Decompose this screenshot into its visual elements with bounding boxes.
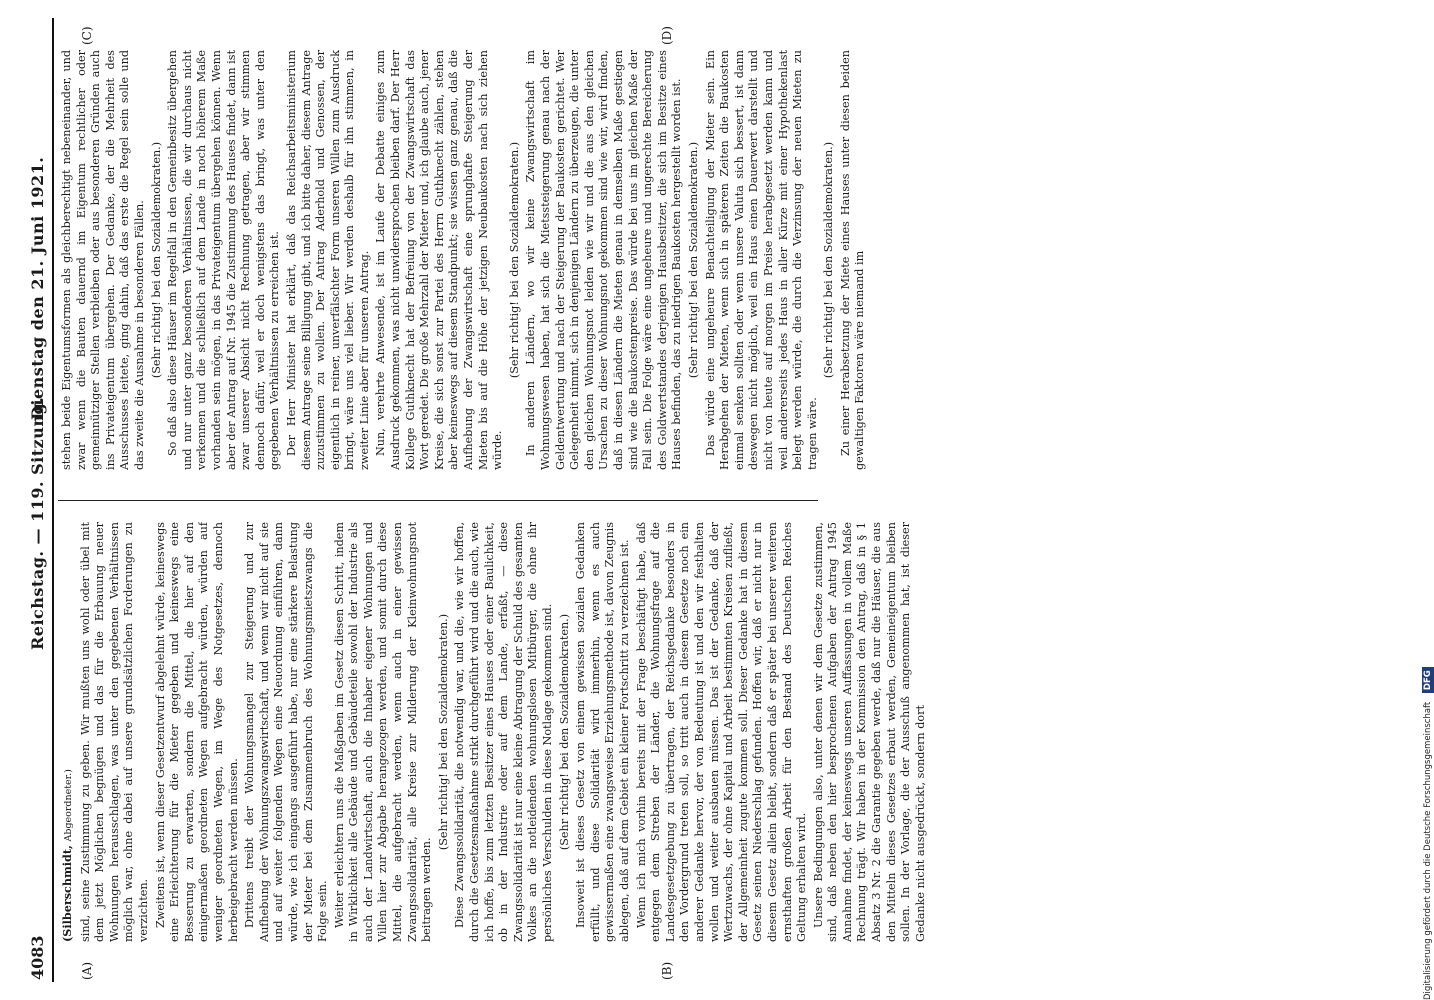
applause-note: (Sehr richtig! bei den Sozialdemokraten.) [686, 141, 700, 379]
paragraph: Weiter erleichtern uns die Maßgaben im Gesetz diesen Schritt, indem in Wirklichkeit alle Gebäude und Gebäudeteile sowohl der Industrie als auch der Landwirtschaft, auch die Inhaber eigener Wohnungen und Villen hier zur Abgabe herangezogen werden, und somit durch diese Mittel, die aufgebracht werden, wenn auch in einer gewissen Zwangssolidarität, alle Kreise zur Milderung der Kleinwohnungsnot beitragen werden. [332, 522, 434, 942]
margin-marker-c: (C) [80, 26, 94, 45]
funding-credit [1422, 0, 1434, 1000]
paragraph: Drittens treibt der Wohnungsmangel zur Steigerung und zur Aufhebung der Wohnungszwangswirtschaft, und wenn wir nicht auf sie und auf weiter folgenden Wegen eine Neuordnung einführen, dann würde, wie ich eingangs ausgeführt habe, nur eine stärkere Belastung der Mieter bei dem Zusammenbruch des Wohnungsmietszwangs die Folge sein. [243, 522, 330, 942]
header-rule [52, 18, 54, 982]
paragraph: Insoweit ist dieses Gesetz von einem gewissen sozialen Gedanken erfüllt, und diese Solidarität wird immerhin, wenn es auch gewissermaßen eine zwangsweise Erziehungsmethode ist, davon Zeugnis ablegen, daß auf dem Gebiet ein kleiner Fortschritt zu verzeichnen ist. [574, 522, 631, 942]
applause-note: (Sehr richtig! bei den Sozialdemokraten.) [822, 141, 836, 379]
funding-credit-strip [1422, 0, 1434, 1000]
paragraph: Diese Zwangssolidarität, die notwendig war, und die, wie wir hoffen, durch die Gesetzesmaßnahme strikt durchgeführt wird und die auch, wie ich hoffe, bis zum letzten Besitzer eines Hauses oder einer Baulichkeit, ob in der Industrie oder auf dem Lande, erfaßt, — diese Zwangssolidarität ist nur eine kleine Abtragung der Schuld des gesamten Volkes an die notleidenden wohnungslosen Mitbürger, die ohne ihr persönliches Verschulden in diese Notlage gekommen sind. [453, 522, 554, 942]
applause-note: (Sehr richtig! bei den Sozialdemokraten.) [436, 613, 450, 851]
paragraph: Nun, verehrte Anwesende, ist im Laufe der Debatte einiges zum Ausdruck gekommen, was nicht unwidersprochen bleiben darf. Der Herr Kollege Guthknecht hat der Befreiung von der Zwangswirtschaft das Wort geredet. Die große Mehrzahl der Mieter und, ich glaube auch, jener Kreise, die sich sonst zur Partei des Herrn Guthknecht zählen, stehen aber keineswegs auf diesem Standpunkt; sie wissen ganz genau, daß die Aufhebung der Zwangswirtschaft eine sprunghafte Steigerung der Mieten bis auf die Höhe der jetzigen Neubaukosten nach sich ziehen würde. [374, 50, 505, 470]
speaker-role: Abgeordneter.) [63, 769, 74, 842]
margin-marker-a: (A) [80, 961, 94, 980]
paragraph: Das würde eine ungeheure Benachteiligung der Mieter sein. Ein Herabgehen der Mieten, wenn sich in späteren Zeiten die Baukosten einmal senken sollten oder wenn unsere Valuta sich bessert, ist dann deswegen nicht möglich, weil ein Haus einen Dauerwert darstellt und nicht von heute auf morgen im Preise herabgesetzt werden kann und weil andererseits jedes Haus in aller Kürze mit einer Hypothekenlast belegt werden würde, die durch die Verzinsung der neuen Mieten zu tragen wäre. [703, 50, 819, 470]
margin-marker-b: (B) [660, 961, 674, 980]
paragraph: Unsere Bedingungen also, unter denen wir dem Gesetze zustimmen, sind, daß neben den hier besprochenen Aufgaben der Antrag 1945 Annahme findet, der keineswegs unseren Auffassungen in vollem Maße Rechnung trägt. Wir haben in der Kommission den Antrag, daß in § 1 Absatz 3 Nr. 2 die Garantie gegeben werde, daß nur die Häuser, die aus den Mitteln dieses Gesetzes erbaut werden, Gemeineigentum bleiben sollen. In der Vorlage, die der Ausschuß angenommen hat, ist dieser Gedanke nicht ausgedrückt, sondern dort [811, 522, 927, 942]
speaker-name: (Silberschmidt, [60, 845, 74, 942]
applause-note: (Sehr richtig! bei den Sozialdemokraten.) [557, 613, 571, 851]
paragraph: So daß also diese Häuser im Regelfall in den Gemeinbesitz übergehen und nur unter ganz besonderen Verhältnissen, die wir durchaus nicht verkennen und die schließlich auf dem Lande in noch höherem Maße vorhanden sein mögen, in das Privateigentum übergehen können. Wenn aber der Antrag auf Nr. 1945 die Zustimmung des Hauses findet, dann ist zwar unserer Absicht nicht Rechnung getragen, aber wir stimmen dennoch dafür, weil er doch wenigstens das bringt, was unter den gegebenen Verhältnissen zu erreichen ist. [166, 50, 282, 470]
speaker-line [60, 522, 77, 942]
credit-text: Digitalisierung gefördert durch die Deutsche Forschungsgemeinschaft [1423, 701, 1433, 1000]
paragraph: stehen beide Eigentumsformen als gleichberechtigt nebeneinander, und zwar wenn die Bauten dauernd im Eigentum rechtlicher oder gemeinnütziger Stellen verbleiben oder aus besonderen Gründen auch ins Privateigentum übergehen. Der Gedanke, der die Mehrheit des Ausschusses leitete, ging dahin, daß das erste die Regel sein solle und das zweite die Ausnahme in besonderen Fällen. [60, 50, 146, 470]
left-column [60, 522, 940, 942]
column-divider [58, 500, 818, 501]
page-header [28, 20, 54, 980]
dfg-logo: DFG [1422, 667, 1434, 693]
paragraph: In anderen Ländern, wo wir keine Zwangswirtschaft im Wohnungswesen haben, hat sich die Mietssteigerung genau nach der Geldentwertung und nach der Steigerung der Baukosten gerichtet. Wer Gelegenheit nimmt, sich in denjenigen Ländern zu überzeugen, die unter den gleichen Wohnungsnot leiden wie wir und die aus den gleichen Ursachen zu dieser Wohnungsnot gekommen sind wie wir, wird finden, daß in diesen Ländern die Mieten genau in demselben Maße gestiegen sind wie die Baukostenpreise. Das würde bei uns im gleichen Maße der Fall sein. Die Folge wäre eine ungeheure und ungerechte Bereicherung des Goldwertstandes derjenigen Hausbesitzer, die sich im Besitze eines Hauses befinden, das zu niedrigen Baukosten hergestellt worden ist. [524, 50, 684, 470]
right-column [60, 50, 940, 470]
paragraph: Zu einer Herabsetzung der Miete eines Hauses unter diesen beiden gewaltigen Faktoren wäre niemand im [838, 50, 867, 470]
paragraph: Wenn ich mich vorhin bereits mit der Frage beschäftigt habe, daß entgegen dem Streben der Länder, die Wohnungsfrage auf die Landesgesetzgebung zu übertragen, der Reichsgedanke besonders in den Vordergrund treten soll, so tritt auch in diesem Gesetze noch ein anderer Gedanke hervor, der von Bedeutung ist und den wir festhalten wollen und weiter ausbauen müssen. Das ist der Gedanke, daß der Wertzuwachs, der ohne Kapital und Arbeit bestimmten Kreisen zufließt, der Allgemeinheit zugute kommen soll. Dieser Gedanke hat in diesem Gesetz seinen Niederschlag gefunden. Hoffen wir, daß er nicht nur in diesem Gesetz allein bleibt, sondern daß er später bei unserer weiteren ernsthaften großen Arbeit für den Bestand des Deutschen Reiches Geltung erhalten wird. [634, 522, 809, 942]
session-title: Reichstag. — 119. Sitzung. [28, 396, 47, 650]
paragraph: Zweitens ist, wenn dieser Gesetzentwurf abgelehnt würde, keineswegs eine Erleichterung für die Mieter gegeben und keineswegs eine Besserung zu erwarten, sondern die Mittel, die hier auf den einigermaßen geordneten Wegen aufgebracht würden, würden auf weniger geordneten Wegen, im Wege des Notgesetzes, dennoch herbeigebracht werden müssen. [153, 522, 240, 942]
paragraph: sind, seine Zustimmung zu geben. Wir mußten uns wohl oder übel mit dem jetzt Möglichen begnügen und das für die Erbauung neuer Wohnungen herausschlagen, was unter den gegebenen Verhältnissen möglich war, ohne dabei auf unsere grundsätzlichen Forderungen zu verzichten. [78, 522, 150, 942]
page-number: 4083 [28, 935, 47, 980]
session-date: Dienstag den 21. Juni 1921. [28, 156, 47, 420]
applause-note: (Sehr richtig! bei den Sozialdemokraten.) [149, 141, 163, 379]
margin-marker-d: (D) [660, 26, 674, 45]
paragraph: Der Herr Minister hat erklärt, daß das Reichsarbeitsministerium diesem Antrage seine Billigung gibt, und ich bitte daher, diesem Antrage zuzustimmen zu wollen. Der Antrag Aderhold und Genossen, der eigentlich in reiner, unverfälschter Form unseren Willen zum Ausdruck bringt, wäre uns viel lieber. Wir werden deshalb für ihn stimmen, in zweiter Linie aber für unseren Antrag. [284, 50, 371, 470]
applause-note: (Sehr richtig! bei den Sozialdemokraten.) [507, 141, 521, 379]
